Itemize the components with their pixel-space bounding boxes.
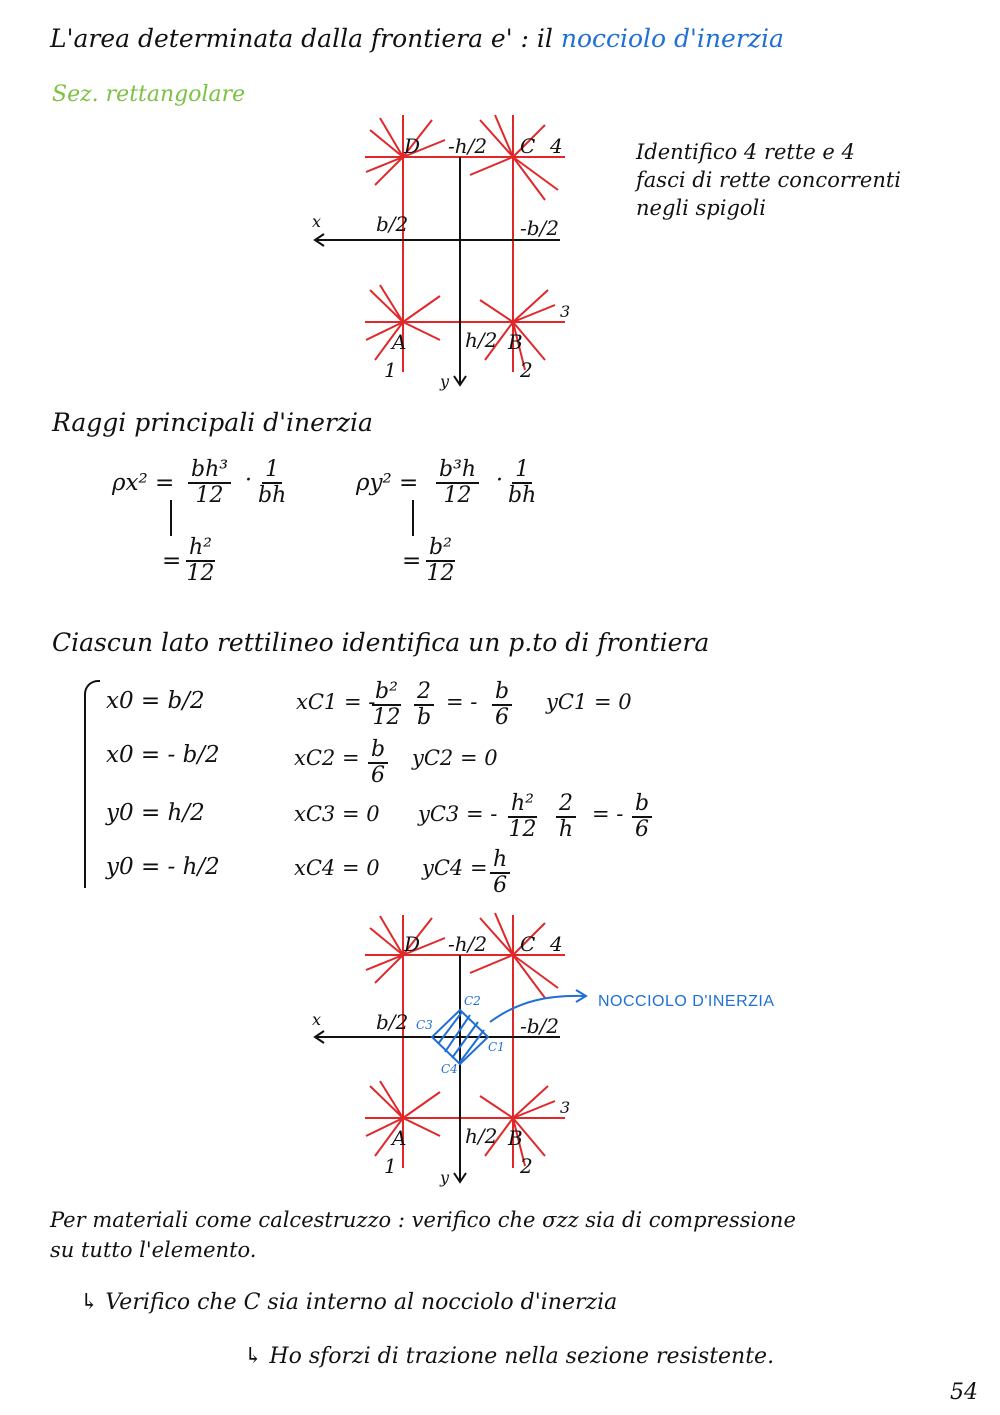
d1-label-4: 4 xyxy=(550,134,563,158)
row3-eq: = - xyxy=(592,802,624,826)
row1-frac2-den: b xyxy=(416,705,432,730)
d2-label-left: b/2 xyxy=(376,1010,409,1034)
row3-out-num: b xyxy=(632,792,652,818)
row3-out-den: 6 xyxy=(635,817,650,842)
rx-res-den: 12 xyxy=(186,561,215,586)
row2-res2: yC2 = 0 xyxy=(412,746,498,770)
row2-out-num: b xyxy=(368,738,388,764)
header-highlight: nocciolo d'inerzia xyxy=(560,24,784,53)
row3-frac-den: 12 xyxy=(508,817,537,842)
d1-label-1: 1 xyxy=(384,358,397,382)
ry-num: b³h xyxy=(436,458,479,484)
diagram-2-axes xyxy=(315,955,560,1182)
row3-res1: xC3 = 0 xyxy=(294,802,380,826)
d1-label-y: y xyxy=(440,372,450,391)
d2-label-y: y xyxy=(440,1168,450,1187)
d2-label-B: B xyxy=(508,1126,523,1150)
row1-frac-num: b² xyxy=(372,680,401,706)
d2-label-3: 3 xyxy=(560,1098,571,1117)
conclusion-line-4: ↳ Ho sforzi di trazione nella sezione resistente. xyxy=(244,1344,775,1369)
kernel-c4: C4 xyxy=(441,1062,458,1076)
row4-out-num: h xyxy=(490,848,510,874)
row4-res2: yC4 = xyxy=(422,856,488,880)
row4-out-den: 6 xyxy=(493,873,508,898)
d1-label-B: B xyxy=(508,330,523,354)
d2-label-C: C xyxy=(520,932,536,956)
d1-label-A: A xyxy=(392,330,407,354)
d1-label-3: 3 xyxy=(560,302,571,321)
ry-res-num: b² xyxy=(426,536,455,562)
d2-label-1: 1 xyxy=(384,1154,397,1178)
row1-eq: = - xyxy=(446,690,478,714)
row2-res1: xC2 = xyxy=(294,746,360,770)
row3-frac-num: h² xyxy=(508,792,537,818)
ry-res-den: 12 xyxy=(426,561,455,586)
d2-label-right: -b/2 xyxy=(520,1014,560,1038)
header-main: L'area determinata dalla frontiera e' : il xyxy=(50,24,553,53)
row1-frac2-num: 2 xyxy=(414,680,434,706)
ry-lhs: ρy² = xyxy=(356,470,419,496)
row1-res1: xC1 = - xyxy=(296,690,376,714)
d1-label-D: D xyxy=(404,134,421,158)
row1-cond: x0 = b/2 xyxy=(106,688,205,714)
row1-res2: yC1 = 0 xyxy=(546,690,632,714)
rx-lhs: ρx² = xyxy=(112,470,175,496)
side-note-line-1: Identifico 4 rette e 4 xyxy=(636,140,855,164)
d1-label-right: -b/2 xyxy=(520,216,560,240)
rx-dot: · xyxy=(245,468,252,493)
row4-res1: xC4 = 0 xyxy=(294,856,380,880)
ry-dot: · xyxy=(496,468,503,493)
row4-cond: y0 = - h/2 xyxy=(106,854,220,880)
d2-label-top: -h/2 xyxy=(448,932,488,956)
row3-res2: yC3 = - xyxy=(418,802,498,826)
row1-out-num: b xyxy=(492,680,512,706)
d1-label-2: 2 xyxy=(520,358,533,382)
rx-num: bh³ xyxy=(188,458,231,484)
row1-frac-den: 12 xyxy=(372,705,401,730)
rx-res-num: h² xyxy=(186,536,215,562)
side-note-line-3: negli spigoli xyxy=(636,196,766,220)
d1-label-left: b/2 xyxy=(376,212,409,236)
kernel-c1: C1 xyxy=(488,1040,505,1054)
rx-mul-den: bh xyxy=(258,483,287,508)
rx-den: 12 xyxy=(195,483,224,508)
d1-label-C: C xyxy=(520,134,536,158)
d1-label-top: -h/2 xyxy=(448,134,488,158)
row3-cond: y0 = h/2 xyxy=(106,800,205,826)
rx-mul-num: 1 xyxy=(262,458,282,484)
conclusion-line-3: ↳ Verifico che C sia interno al nocciolo d'inerzia xyxy=(80,1290,618,1315)
ry-mul-num: 1 xyxy=(512,458,532,484)
side-note-line-2: fasci di rette concorrenti xyxy=(636,168,902,192)
row2-out-den: 6 xyxy=(371,763,386,788)
conclusion-line-2: su tutto l'elemento. xyxy=(50,1238,257,1262)
row3-frac2-den: h xyxy=(558,817,574,842)
d1-label-bottom: h/2 xyxy=(465,328,498,352)
d2-label-2: 2 xyxy=(520,1154,533,1178)
rx-eq: = xyxy=(162,548,182,574)
ry-mul-den: bh xyxy=(508,483,537,508)
d2-label-A: A xyxy=(392,1126,407,1150)
d2-label-4: 4 xyxy=(550,932,563,956)
page-number: 54 xyxy=(950,1380,978,1405)
radii-title: Raggi principali d'inerzia xyxy=(52,408,373,437)
row3-frac2-num: 2 xyxy=(556,792,576,818)
ry-eq: = xyxy=(402,548,422,574)
row1-out-den: 6 xyxy=(495,705,510,730)
kernel-callout: NOCCIOLO D'INERZIA xyxy=(598,993,775,1010)
section-title: Sez. rettangolare xyxy=(52,82,246,107)
ry-den: 12 xyxy=(443,483,472,508)
row2-cond: x0 = - b/2 xyxy=(106,742,220,768)
frontier-title: Ciascun lato rettilineo identifica un p.to di frontiera xyxy=(52,628,710,657)
kernel-rhombus xyxy=(432,990,586,1064)
conclusion-line-1: Per materiali come calcestruzzo : verifico che σzz sia di compressione xyxy=(50,1208,796,1232)
d2-label-bottom: h/2 xyxy=(465,1124,498,1148)
d2-label-D: D xyxy=(404,932,421,956)
d2-label-x: x xyxy=(312,1010,322,1029)
kernel-c3: C3 xyxy=(416,1018,433,1032)
kernel-c2: C2 xyxy=(464,994,481,1008)
d1-label-x: x xyxy=(312,212,322,231)
